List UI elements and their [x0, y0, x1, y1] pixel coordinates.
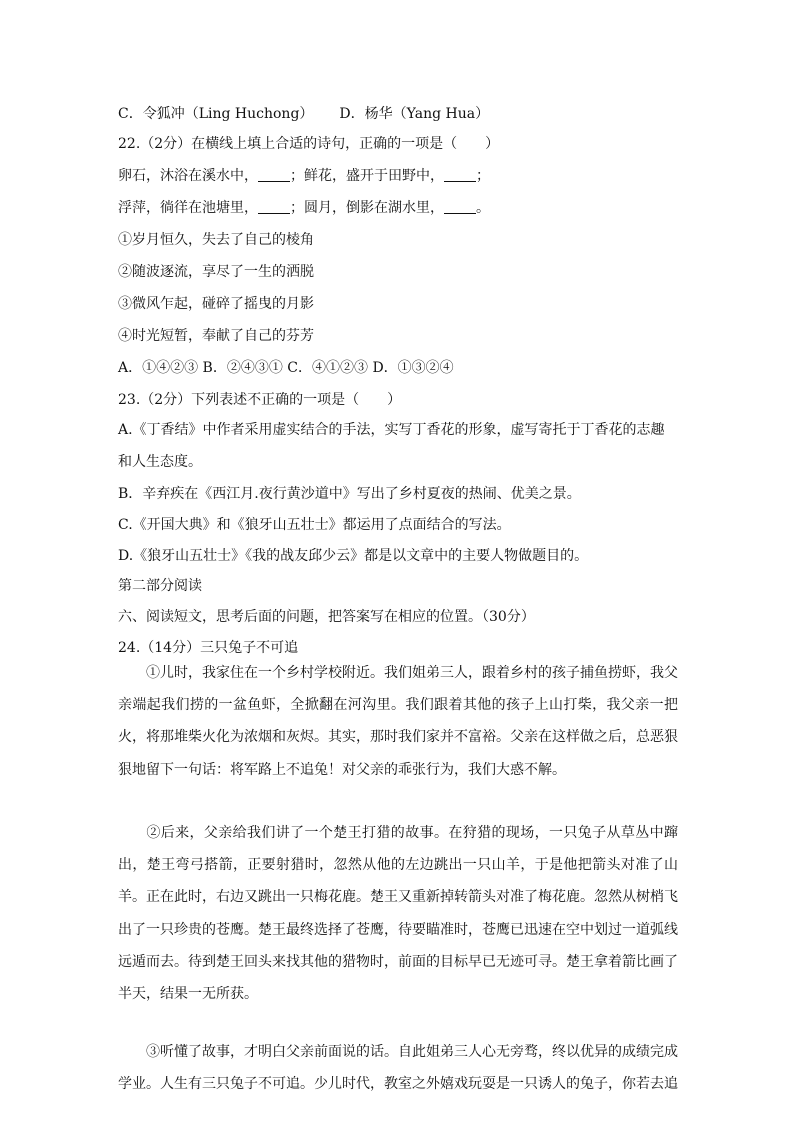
answer-blank [444, 199, 476, 214]
answer-blank [258, 199, 290, 214]
q24-paragraph-2 [118, 817, 678, 1010]
answer-blank [444, 167, 476, 182]
q23-option-c: C.《开国大典》和《狼牙山五壮士》都运用了点面结合的写法。 [118, 517, 511, 533]
q23-option-d: D.《狼牙山五壮士》《我的战友邱少云》都是以文章中的主要人物做题目的。 [118, 548, 589, 564]
q22-line2-part-b: ；圆月，倒影在湖水里， [290, 200, 444, 216]
q22-item-2: ②随波逐流，享尽了一生的洒脱 [118, 264, 314, 280]
q22-poem-line-2 [118, 198, 490, 218]
q24-paragraph-3-text: ③听懂了故事，才明白父亲前面说的话。自此姐弟三人心无旁骛，终以优异的成绩完成学业。人生有三只兔子不可追。少儿时代，教室之外嬉戏玩耍是一只诱人的兔子，你若去追 [118, 1044, 678, 1093]
q22-poem-line-1 [118, 166, 490, 186]
q23-option-a-line1: A.《丁香结》中作者采用虚实结合的手法，实写丁香花的形象，虚写寄托于丁香花的志趣 [118, 422, 665, 438]
q22-line1-part-b: ；鲜花，盛开于田野中， [290, 168, 444, 184]
q22-options: A．①④②③ B．②④③① C．④①②③ D．①③②④ [118, 360, 454, 376]
section-six-instruction: 六、阅读短文，思考后面的问题，把答案写在相应的位置。（30分） [118, 609, 535, 625]
q21-option-d: D．杨华（Yang Hua） [339, 106, 490, 122]
q24-stem: 24.（14分）三只兔子不可追 [118, 640, 299, 656]
q23-stem: 23.（2分）下列表述不正确的一项是（ ） [118, 392, 402, 408]
q22-item-4: ④时光短暂，奉献了自己的芬芳 [118, 328, 314, 344]
q24-paragraph-1-text: ①儿时，我家住在一个乡村学校附近。我们姐弟三人，跟着乡村的孩子捕鱼捞虾，我父亲端起我们捞的一盆鱼虾，全掀翻在河沟里。我们跟着其他的孩子上山打柴，我父亲一把火，将那堆柴火化为浓烟和灰烬。其实，那时我们家并不富裕。父亲在这样做之后，总恶狠狠地留下一句话：将军路上不追兔！对父亲的乖张行为，我们大惑不解。 [118, 665, 678, 778]
q22-stem: 22.（2分）在横线上填上合适的诗句，正确的一项是（ ） [118, 136, 500, 152]
q22-item-3: ③微风乍起，碰碎了摇曳的月影 [118, 296, 314, 312]
q24-paragraph-3 [118, 1036, 678, 1100]
q21-option-c: C．令狐冲（Ling Huchong） [118, 106, 314, 122]
q23-option-b: B．辛弃疾在《西江月.夜行黄沙道中》写出了乡村夏夜的热闹、优美之景。 [118, 486, 581, 502]
answer-blank [258, 167, 290, 182]
q22-line1-part-a: 卵石，沐浴在溪水中， [118, 168, 258, 184]
part-two-title: 第二部分阅读 [118, 578, 202, 594]
q22-item-1: ①岁月恒久，失去了自己的棱角 [118, 232, 314, 248]
q24-paragraph-1 [118, 657, 678, 786]
q21-options-row [118, 104, 489, 124]
q22-line1-part-c: ； [476, 168, 490, 184]
q23-option-a-line2: 和人生态度。 [118, 454, 202, 470]
q22-line2-part-a: 浮萍，徜徉在池塘里， [118, 200, 258, 216]
q22-line2-part-c: 。 [476, 200, 490, 216]
q24-paragraph-2-text: ②后来，父亲给我们讲了一个楚王打猎的故事。在狩猎的现场，一只兔子从草丛中蹿出，楚王弯弓搭箭，正要射猎时，忽然从他的左边跳出一只山羊，于是他把箭头对准了山羊。正在此时，右边又跳出一只梅花鹿。楚王又重新掉转箭头对准了梅花鹿。忽然从树梢飞出了一只珍贵的苍鹰。楚王最终选择了苍鹰，待要瞄准时，苍鹰已迅速在空中划过一道弧线远遁而去。待到楚王回头来找其他的猎物时，前面的目标早已无迹可寻。楚王拿着箭比画了半天，结果一无所获。 [118, 825, 678, 1003]
